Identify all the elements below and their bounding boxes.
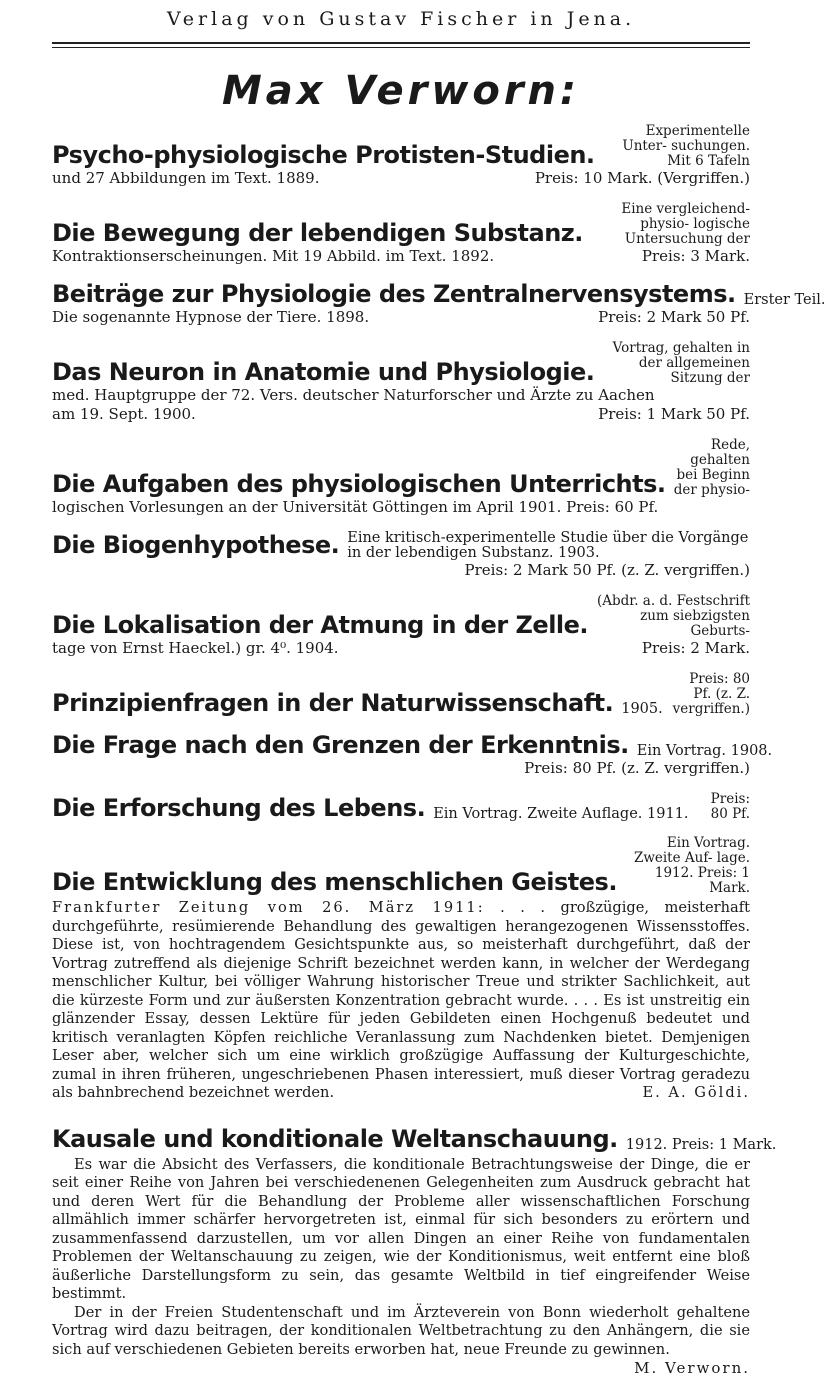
entry-kausale-weltanschauung: [52, 1125, 750, 1377]
entry-note: Vortrag, gehalten in der allgemeinen Sitzung der: [602, 341, 750, 386]
entry-detail: Die sogenannte Hypnose der Tiere. 1898.: [52, 308, 369, 327]
entry-title: Die Biogenhypothese.: [52, 531, 339, 559]
review-source: Frankfurter Zeitung vom 26. März 1911:: [52, 899, 485, 916]
entry-part: Erster Teil.: [744, 292, 826, 308]
entry-detail: med. Hauptgruppe der 72. Vers. deutscher Naturforscher und Ärzte zu Aachen: [52, 386, 750, 405]
entry-biogenhypothese: [52, 531, 750, 580]
entry-price: 1912. Preis: 1 Mark.: [626, 1137, 777, 1153]
entry-entwicklung-geistes: [52, 836, 750, 1103]
entry-price: Preis: 2 Mark 50 Pf. (z. Z. vergriffen.): [52, 561, 750, 580]
entry-detail: und 27 Abbildungen im Text. 1889.: [52, 169, 319, 188]
publisher-header: Verlag von Gustav Fischer in Jena.: [52, 0, 750, 36]
entry-price: Preis: 2 Mark 50 Pf.: [598, 308, 750, 327]
entry-title: Die Frage nach den Grenzen der Erkenntnis.: [52, 731, 629, 759]
entry-note: Rede, gehalten bei Beginn der physio-: [674, 438, 750, 498]
entry-title: Psycho-physiologische Protisten-Studien.: [52, 141, 595, 169]
entry-title: Die Aufgaben des physiologischen Unterrichts.: [52, 470, 666, 498]
entry-price: Preis: 3 Mark.: [642, 247, 750, 266]
header-rule: [52, 42, 750, 44]
review-text: . . . großzügige, meisterhaft durchgeführte, resümierende Behandlung des gewaltigen herangezogenen Wissensstoffes. Diese ist, von hochtragendem Gesichtspunkte aus, so meisterhaft durchgeführt, daß der Vortrag zutreffend als diejenige Schrift bezeichnet werden kann, in welcher der Werdegang menschlicher Kultur, bei völliger Wahrung historischer Treue und strikter Sachlichkeit, aut die kürzeste Form und zur äußersten Konzentration gebracht wurde. . . . Es ist unstreitig ein glänzender Essay, dessen Lektüre für jeden Gebildeten einen Hochgenuß bedeutet und kritisch veranlagten Köpfen reichliche Veranlassung zum Nachdenken bietet. Demjenigen Leser aber, welcher sich um eine wirklich großzügige Auffassung der Kulturgeschichte, zumal in ihren früheren, ungeschriebenen Phasen interessiert, muß dieser Vortrag geradezu als bahnbrechend bezeichnet werden.: [52, 899, 750, 1101]
review-signature: E. A. Göldi.: [642, 1084, 750, 1103]
entry-title: Die Bewegung der lebendigen Substanz.: [52, 219, 583, 247]
entry-detail: tage von Ernst Haeckel.) gr. 4⁰. 1904.: [52, 639, 339, 658]
entry-title: Prinzipienfragen in der Naturwissenschaft.: [52, 689, 613, 717]
entry-lokalisation: [52, 594, 750, 658]
entry-title: Die Erforschung des Lebens.: [52, 794, 425, 822]
entry-title: Kausale und konditionale Weltanschauung.: [52, 1125, 618, 1153]
entry-price: Preis: 80 Pf. (z. Z. vergriffen.): [671, 672, 750, 717]
entry-neuron: [52, 341, 750, 424]
entry-price: Preis: 2 Mark.: [642, 639, 750, 658]
entry-detail: Ein Vortrag. 1908.: [637, 743, 772, 759]
entry-price: Preis: 80 Pf. (z. Z. vergriffen.): [52, 759, 750, 778]
review-block: [52, 899, 750, 1103]
entry-note: Experimentelle Unter- suchungen. Mit 6 Tafeln: [610, 124, 750, 169]
entry-zentralnervensystem: [52, 280, 750, 327]
entry-price: Preis: 10 Mark. (Vergriffen.): [535, 169, 750, 188]
entry-detail: logischen Vorlesungen an der Universität Göttingen im April 1901. Preis: 60 Pf.: [52, 498, 750, 517]
author-name: Max Verworn:: [52, 68, 750, 114]
entry-protisten: [52, 124, 750, 188]
entry-title: Beiträge zur Physiologie des Zentralnervensystems.: [52, 280, 736, 308]
description-paragraph: Es war die Absicht des Verfassers, die konditionale Betrachtungsweise der Dinge, die er seit einer Reihe von Jahren bei verschiedenenen Gelegenheiten zum Ausdruck gebracht hat und deren Wert für die Behandlung der Probleme aller wissenschaftlichen Forschung allmählich immer schärfer hervorgetreten ist, einmal für sich besonders zu erörtern und zusammenfassend darzustellen, um vor allen Dingen an einer Reihe von fundamentalen Problemen der Weltanschauung zu zeigen, wie der Konditionismus, weit entfernt eine bloß äußerliche Darstellungsform zu sein, das gesamte Weltbild in tief eingreifender Weise bestimmt.: [52, 1156, 750, 1304]
entry-price: Preis: 80 Pf.: [697, 792, 750, 822]
entry-detail-date: am 19. Sept. 1900.: [52, 405, 196, 424]
author-signature: M. Verworn.: [52, 1359, 750, 1377]
entry-price: Preis: 1 Mark 50 Pf.: [598, 405, 750, 424]
entry-year: 1905.: [621, 701, 663, 717]
entry-grenzen-erkenntnis: [52, 731, 750, 778]
header-rule-thin: [52, 47, 750, 48]
entry-bewegung: [52, 202, 750, 266]
entry-note: (Abdr. a. d. Festschrift zum siebzigsten Geburts-: [596, 594, 750, 639]
description-paragraph: Der in der Freien Studentenschaft und im Ärzteverein von Bonn wiederholt gehaltene Vortrag wird dazu beitragen, der konditionalen Weltbetrachtung zu den Anhängern, die sie sich auf verschiedenen Gebieten bereits erworben hat, neue Freunde zu gewinnen.: [52, 1304, 750, 1360]
entry-note: Eine vergleichend-physio- logische Untersuchung der: [591, 202, 750, 247]
entry-erforschung-lebens: [52, 792, 750, 822]
entry-title: Die Entwicklung des menschlichen Geistes.: [52, 868, 617, 896]
entry-detail: Ein Vortrag. Zweite Auflage. 1911.: [433, 806, 688, 822]
entry-note: Ein Vortrag. Zweite Auf- lage. 1912. Preis: 1 Mark.: [625, 836, 750, 896]
entry-note: Eine kritisch-experimentelle Studie über die Vorgänge in der lebendigen Substanz. 1903.: [347, 531, 750, 561]
entry-aufgaben: [52, 438, 750, 517]
entry-prinzipienfragen: [52, 672, 750, 717]
entry-title: Die Lokalisation der Atmung in der Zelle.: [52, 611, 588, 639]
entry-detail: Kontraktionserscheinungen. Mit 19 Abbild. im Text. 1892.: [52, 247, 494, 266]
entry-title: Das Neuron in Anatomie und Physiologie.: [52, 358, 594, 386]
